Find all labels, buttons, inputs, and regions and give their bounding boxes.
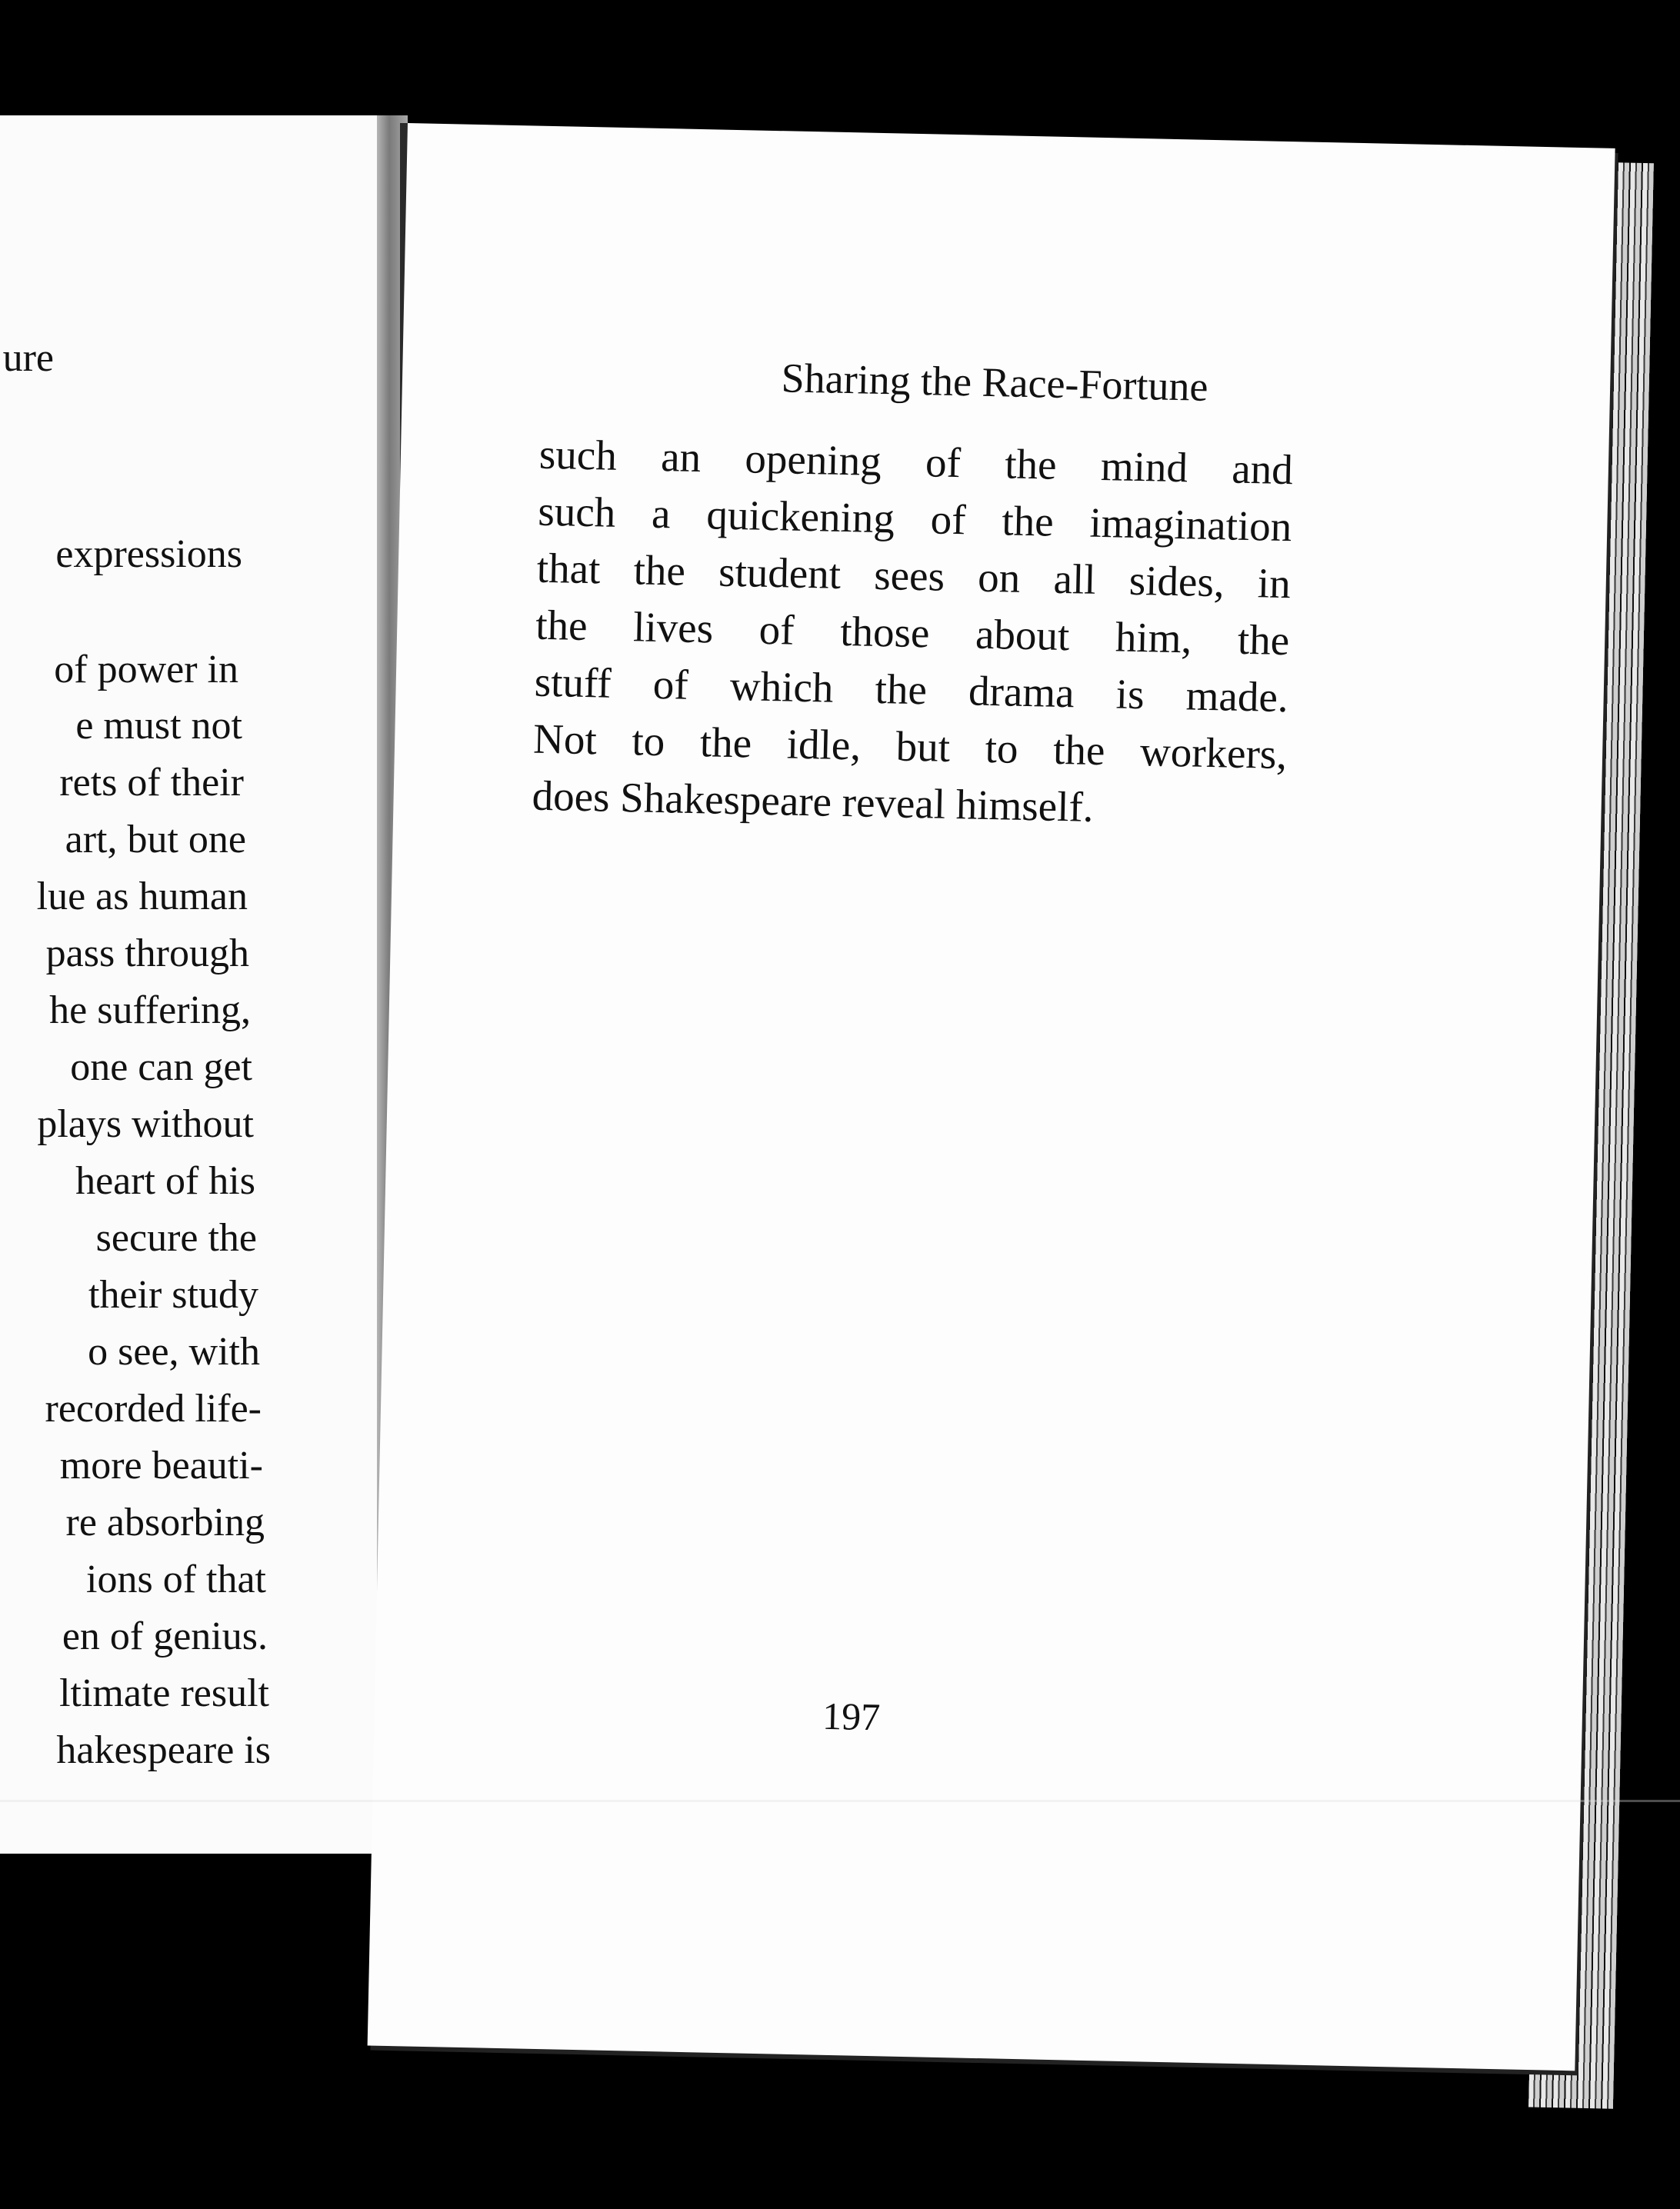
- left-page-line: re absorbing: [65, 1501, 265, 1544]
- page-number: 197: [822, 1694, 881, 1739]
- body-text: [532, 426, 1294, 840]
- scan-artifact-line: [0, 1800, 1680, 1802]
- left-page-line: ure: [2, 336, 54, 380]
- left-page-line: en of genius.: [62, 1614, 268, 1658]
- left-page-line: ions of that: [86, 1558, 266, 1601]
- left-page-line: heart of his: [75, 1159, 255, 1203]
- running-head: Sharing the Race-Fortune: [781, 355, 1209, 410]
- left-page-line: expressions: [55, 532, 242, 576]
- body-line: stuff of which the drama is made.: [534, 658, 1289, 721]
- left-page-line: o see, with: [88, 1330, 260, 1374]
- left-page-line: he suffering,: [49, 988, 251, 1032]
- left-page-line: recorded life-: [45, 1387, 262, 1431]
- body-line: Not to the idle, but to the workers,: [532, 715, 1288, 778]
- body-line: such a quickening of the imagination: [537, 487, 1292, 551]
- left-page-line: ltimate result: [59, 1671, 269, 1715]
- left-page: [0, 115, 388, 1854]
- left-page-line: e must not: [75, 704, 242, 748]
- body-line: that the student sees on all sides, in: [536, 544, 1292, 608]
- left-page-line: plays without: [37, 1102, 254, 1146]
- right-page: [368, 123, 1615, 2071]
- left-page-line: more beauti-: [59, 1444, 263, 1488]
- left-page-line: their study: [88, 1273, 258, 1317]
- body-line: such an opening of the mind and: [538, 430, 1294, 494]
- left-page-line: secure the: [95, 1216, 257, 1260]
- left-page-line: pass through: [45, 931, 249, 975]
- body-line: the lives of those about him, the: [535, 601, 1290, 665]
- body-line: does Shakespeare reveal himself.: [532, 771, 1095, 831]
- left-page-line: lue as human: [36, 875, 248, 918]
- left-page-line: of power in: [54, 648, 238, 691]
- left-page-line: art, but one: [65, 818, 246, 861]
- left-page-line: rets of their: [59, 761, 244, 805]
- left-page-line: one can get: [70, 1045, 252, 1089]
- left-page-line: hakespeare is: [56, 1728, 271, 1772]
